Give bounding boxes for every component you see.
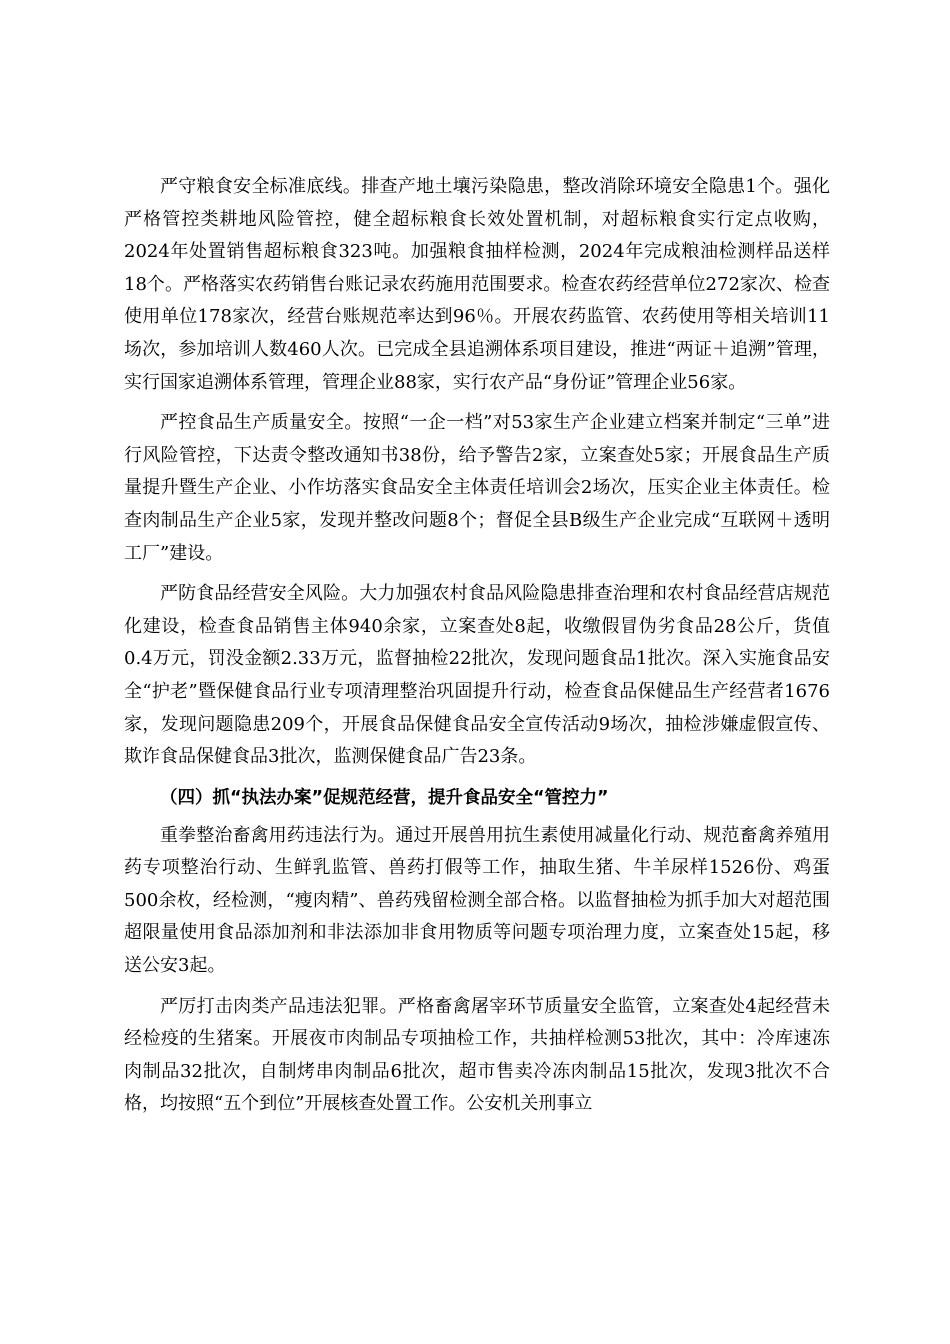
paragraph-veterinary-drugs: 重拳整治畜禽用药违法行为。通过开展兽用抗生素使用减量化行动、规范畜禽养殖用药专项整治行动、生鲜乳监管、兽药打假等工作，抽取生猪、牛羊尿样1526份、鸡蛋500余枚，经检测，“瘦肉精”、兽药残留检测全部合格。以监督抽检为抓手加大对超范围超限量使用食品添加剂和非法添加非食用物质等问题专项治理力度，立案查处15起，移送公安3起。 xyxy=(124,824,830,977)
section-heading-four: （四）抓“执法办案”促规范经营，提升食品安全“管控力” xyxy=(160,787,609,808)
paragraph-food-production: 严控食品生产质量安全。按照“一企一档”对53家生产企业建立档案并制定“三单”进行风险管控，下达责令整改通知书38份，给予警告2家，立案查处5家；开展食品生产质量提升暨生产企业、小作坊落实食品安全主体责任培训会2场次，压实企业主体责任。检查肉制品生产企业5家，发现并整改问题8个；督促全县B级生产企业完成“互联网＋透明工厂”建设。 xyxy=(124,412,830,564)
document-page xyxy=(124,171,830,1129)
paragraph-food-business: 严防食品经营安全风险。大力加强农村食品风险隐患排查治理和农村食品经营店规范化建设，检查食品销售主体940余家，立案查处8起，收缴假冒伪劣食品28公斤，货值0.4万元，罚没金额2.33万元，监督抽检22批次，发现问题食品1批次。深入实施食品安全“护老”暨保健食品行业专项清理整治巩固提升行动，检查食品保健品生产经营者1676家，发现问题隐患209个，开展食品保健食品安全宣传活动9场次，抽检涉嫌虚假宣传、欺诈食品保健食品3批次，监测保健食品广告23条。 xyxy=(124,583,830,768)
paragraph-grain-safety: 严守粮食安全标准底线。排查产地土壤污染隐患，整改消除环境安全隐患1个。强化严格管控类耕地风险管控，健全超标粮食长效处置机制，对超标粮食实行定点收购，2024年处置销售超标粮食323吨。加强粮食抽样检测，2024年完成粮油检测样品送样18个。严格落实农药销售台账记录农药施用范围要求。检查农药经营单位272家次、检查使用单位178家次，经营台账规范率达到96％。开展农药监管、农药使用等相关培训11场次，参加培训人数460人次。已完成全县追溯体系项目建设，推进“两证＋追溯”管理，实行国家追溯体系管理，管理企业88家，实行农产品“身份证”管理企业56家。 xyxy=(124,176,830,393)
paragraph-meat-products: 严厉打击肉类产品违法犯罪。严格畜禽屠宰环节质量安全监管，立案查处4起经营未经检疫的生猪案。开展夜市肉制品专项抽检工作，共抽样检测53批次，其中：冷库速冻肉制品32批次，自制烤串肉制品6批次，超市售卖冷冻肉制品15批次，发现3批次不合格，均按照“五个到位”开展核查处置工作。公安机关刑事立 xyxy=(124,995,830,1115)
